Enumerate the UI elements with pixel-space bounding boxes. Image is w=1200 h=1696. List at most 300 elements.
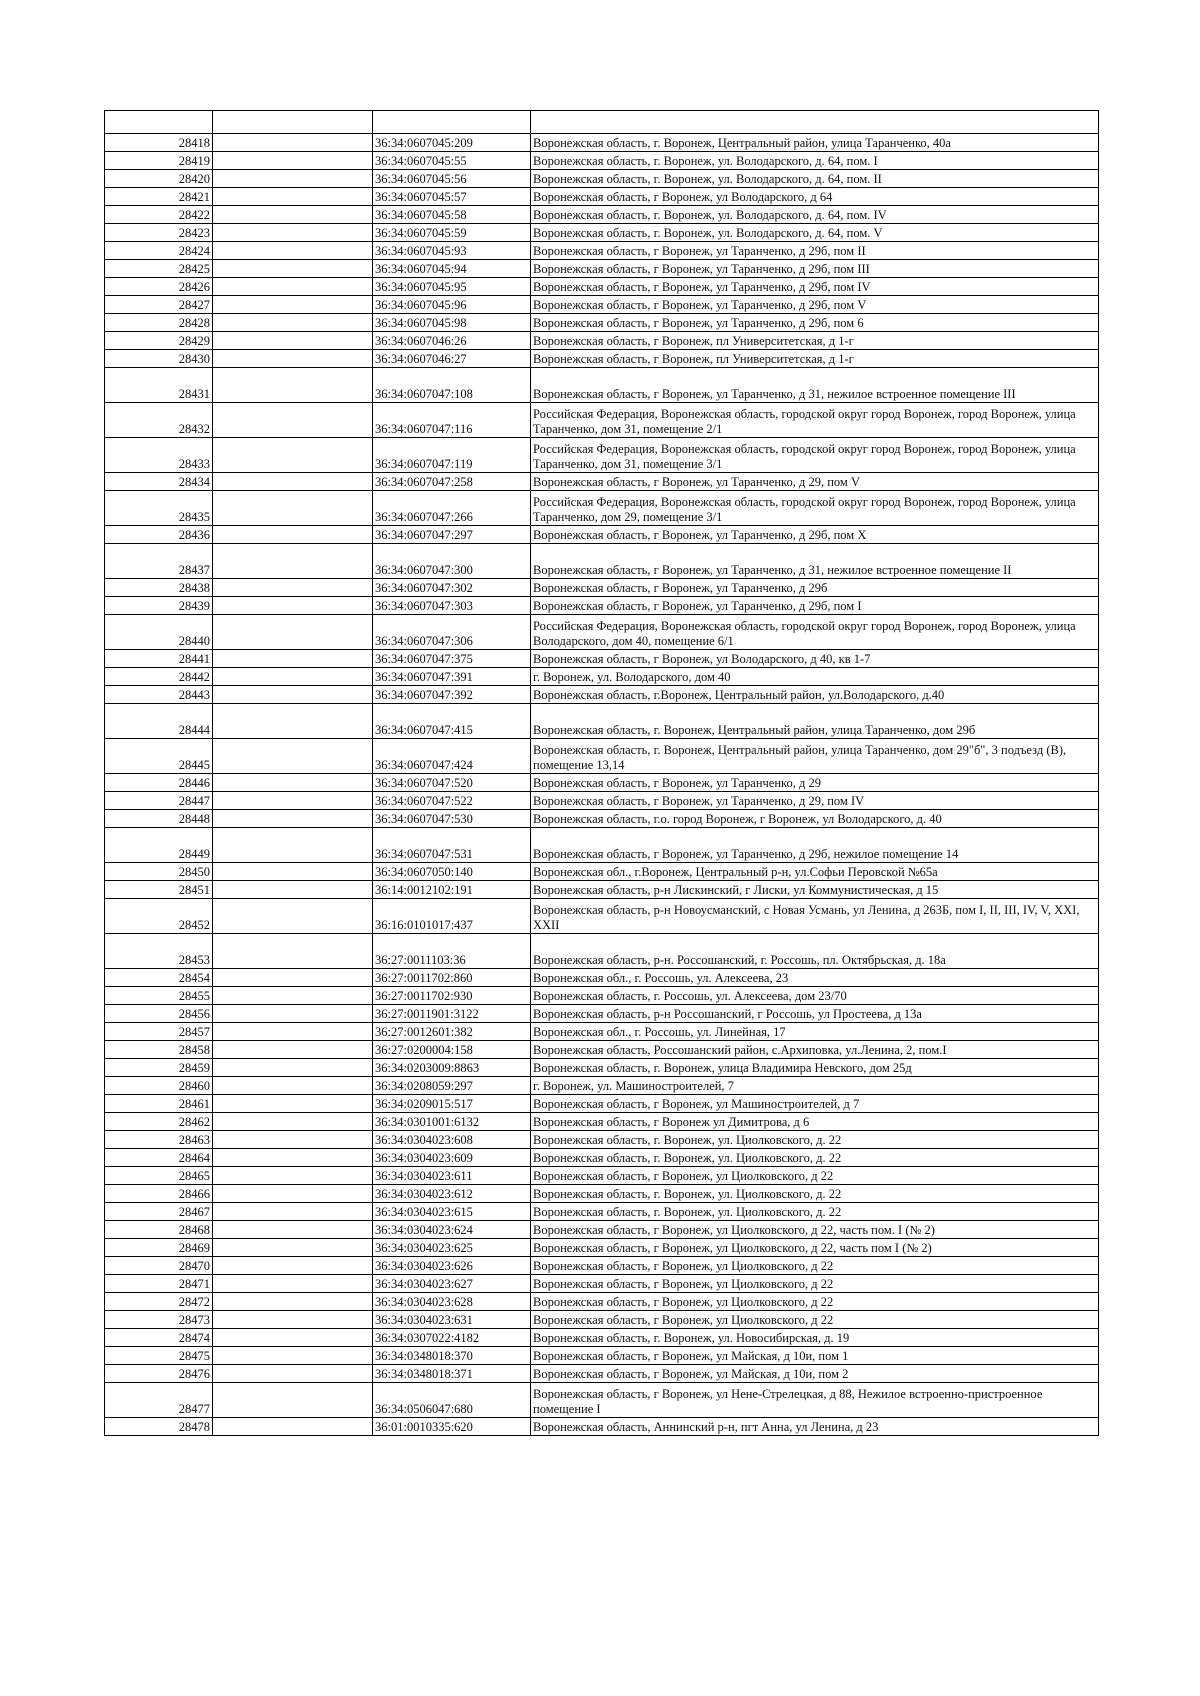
empty-cell bbox=[213, 739, 373, 774]
row-number: 28421 bbox=[105, 188, 213, 206]
empty-cell bbox=[213, 1221, 373, 1239]
cadastral-number: 36:01:0010335:620 bbox=[373, 1418, 531, 1436]
cadastral-number: 36:34:0304023:612 bbox=[373, 1185, 531, 1203]
row-number: 28426 bbox=[105, 278, 213, 296]
address-text: Воронежская область, Россошанский район, с.Архиповка, ул.Ленина, 2, пом.I bbox=[531, 1041, 1099, 1059]
empty-cell bbox=[213, 1257, 373, 1275]
address-text: Воронежская область, г Воронеж, ул Таранченко, д 29б, пом X bbox=[531, 526, 1099, 544]
table-row bbox=[105, 1149, 1099, 1167]
empty-cell bbox=[213, 224, 373, 242]
address-text: Воронежская область, г Воронеж, ул Володарского, д 40, кв 1-7 bbox=[531, 650, 1099, 668]
cadastral-number: 36:34:0304023:609 bbox=[373, 1149, 531, 1167]
empty-cell bbox=[213, 1365, 373, 1383]
address-text: Воронежская область, г. Воронеж, Центральный район, улица Таранченко, дом 29б bbox=[531, 704, 1099, 739]
empty-cell bbox=[213, 987, 373, 1005]
row-number: 28474 bbox=[105, 1329, 213, 1347]
empty-cell bbox=[213, 473, 373, 491]
row-number: 28422 bbox=[105, 206, 213, 224]
cadastral-number: 36:34:0607047:531 bbox=[373, 828, 531, 863]
address-text: Воронежская область, г Воронеж ул Димитрова, д 6 bbox=[531, 1113, 1099, 1131]
cadastral-number: 36:14:0012102:191 bbox=[373, 881, 531, 899]
table-row bbox=[105, 491, 1099, 526]
row-number: 28434 bbox=[105, 473, 213, 491]
header-cell bbox=[105, 111, 213, 134]
empty-cell bbox=[213, 650, 373, 668]
table-row bbox=[105, 296, 1099, 314]
address-text: Российская Федерация, Воронежская область, городской округ город Воронеж, город Воронеж, улица Таранченко, дом 31, помещение 2/1 bbox=[531, 403, 1099, 438]
cadastral-number: 36:34:0607047:119 bbox=[373, 438, 531, 473]
row-number: 28456 bbox=[105, 1005, 213, 1023]
address-text: г. Воронеж, ул. Володарского, дом 40 bbox=[531, 668, 1099, 686]
address-text: Воронежская область, г.Воронеж, Центральный район, ул.Володарского, д.40 bbox=[531, 686, 1099, 704]
address-text: Воронежская область, р-н Лискинский, г Лиски, ул Коммунистическая, д 15 bbox=[531, 881, 1099, 899]
empty-cell bbox=[213, 774, 373, 792]
empty-cell bbox=[213, 1275, 373, 1293]
empty-cell bbox=[213, 368, 373, 403]
header-cell bbox=[373, 111, 531, 134]
cadastral-number: 36:27:0011702:930 bbox=[373, 987, 531, 1005]
table-row bbox=[105, 368, 1099, 403]
registry-table-body bbox=[105, 111, 1099, 1436]
document-sheet bbox=[104, 110, 1098, 1436]
table-row bbox=[105, 579, 1099, 597]
empty-cell bbox=[213, 934, 373, 969]
cadastral-number: 36:34:0607050:140 bbox=[373, 863, 531, 881]
cadastral-number: 36:34:0607045:209 bbox=[373, 134, 531, 152]
table-row bbox=[105, 1311, 1099, 1329]
row-number: 28424 bbox=[105, 242, 213, 260]
table-row bbox=[105, 1059, 1099, 1077]
cadastral-number: 36:34:0301001:6132 bbox=[373, 1113, 531, 1131]
row-number: 28455 bbox=[105, 987, 213, 1005]
row-number: 28431 bbox=[105, 368, 213, 403]
row-number: 28459 bbox=[105, 1059, 213, 1077]
table-row bbox=[105, 934, 1099, 969]
cadastral-number: 36:27:0011901:3122 bbox=[373, 1005, 531, 1023]
row-number: 28469 bbox=[105, 1239, 213, 1257]
table-row bbox=[105, 1257, 1099, 1275]
address-text: Воронежская область, г. Россошь, ул. Алексеева, дом 23/70 bbox=[531, 987, 1099, 1005]
cadastral-number: 36:34:0607047:303 bbox=[373, 597, 531, 615]
table-row bbox=[105, 438, 1099, 473]
table-row bbox=[105, 1221, 1099, 1239]
table-row bbox=[105, 473, 1099, 491]
address-text: Воронежская область, р-н Россошанский, г Россошь, ул Простеева, д 13а bbox=[531, 1005, 1099, 1023]
table-row bbox=[105, 1293, 1099, 1311]
empty-cell bbox=[213, 597, 373, 615]
address-text: Воронежская область, г. Воронеж, ул. Циолковского, д. 22 bbox=[531, 1203, 1099, 1221]
row-number: 28443 bbox=[105, 686, 213, 704]
address-text: Воронежская область, г. Воронеж, ул. Володарского, д. 64, пом. V bbox=[531, 224, 1099, 242]
empty-cell bbox=[213, 704, 373, 739]
row-number: 28452 bbox=[105, 899, 213, 934]
address-text: Воронежская область, г Воронеж, ул Циолковского, д 22 bbox=[531, 1293, 1099, 1311]
row-number: 28423 bbox=[105, 224, 213, 242]
cadastral-number: 36:34:0307022:4182 bbox=[373, 1329, 531, 1347]
empty-cell bbox=[213, 1023, 373, 1041]
registry-table bbox=[104, 110, 1099, 1436]
row-number: 28442 bbox=[105, 668, 213, 686]
table-row bbox=[105, 1023, 1099, 1041]
row-number: 28478 bbox=[105, 1418, 213, 1436]
empty-cell bbox=[213, 1059, 373, 1077]
empty-cell bbox=[213, 668, 373, 686]
row-number: 28433 bbox=[105, 438, 213, 473]
row-number: 28461 bbox=[105, 1095, 213, 1113]
table-row bbox=[105, 278, 1099, 296]
cadastral-number: 36:34:0304023:615 bbox=[373, 1203, 531, 1221]
cadastral-number: 36:34:0607047:522 bbox=[373, 792, 531, 810]
address-text: Воронежская область, г Воронеж, ул Таранченко, д 31, нежилое встроенное помещение III bbox=[531, 368, 1099, 403]
cadastral-number: 36:34:0304023:611 bbox=[373, 1167, 531, 1185]
cadastral-number: 36:27:0011103:36 bbox=[373, 934, 531, 969]
address-text: Воронежская область, г Воронеж, ул Таранченко, д 29, пом IV bbox=[531, 792, 1099, 810]
row-number: 28477 bbox=[105, 1383, 213, 1418]
empty-cell bbox=[213, 1239, 373, 1257]
row-number: 28419 bbox=[105, 152, 213, 170]
cadastral-number: 36:34:0304023:624 bbox=[373, 1221, 531, 1239]
table-row bbox=[105, 987, 1099, 1005]
cadastral-number: 36:34:0607045:96 bbox=[373, 296, 531, 314]
row-number: 28475 bbox=[105, 1347, 213, 1365]
empty-cell bbox=[213, 1347, 373, 1365]
table-row bbox=[105, 1005, 1099, 1023]
cadastral-number: 36:34:0607045:94 bbox=[373, 260, 531, 278]
cadastral-number: 36:34:0607047:258 bbox=[373, 473, 531, 491]
empty-cell bbox=[213, 1095, 373, 1113]
row-number: 28476 bbox=[105, 1365, 213, 1383]
row-number: 28436 bbox=[105, 526, 213, 544]
empty-cell bbox=[213, 686, 373, 704]
table-row bbox=[105, 544, 1099, 579]
empty-cell bbox=[213, 969, 373, 987]
empty-cell bbox=[213, 1167, 373, 1185]
cadastral-number: 36:34:0506047:680 bbox=[373, 1383, 531, 1418]
table-row bbox=[105, 615, 1099, 650]
address-text: Российская Федерация, Воронежская область, городской округ город Воронеж, город Воронеж, улица Таранченко, дом 31, помещение 3/1 bbox=[531, 438, 1099, 473]
cadastral-number: 36:34:0304023:627 bbox=[373, 1275, 531, 1293]
row-number: 28449 bbox=[105, 828, 213, 863]
empty-cell bbox=[213, 260, 373, 278]
table-row bbox=[105, 242, 1099, 260]
table-row bbox=[105, 1329, 1099, 1347]
address-text: Воронежская область, г Воронеж, ул Таранченко, д 29б, пом V bbox=[531, 296, 1099, 314]
table-row bbox=[105, 1113, 1099, 1131]
cadastral-number: 36:34:0203009:8863 bbox=[373, 1059, 531, 1077]
table-row bbox=[105, 597, 1099, 615]
empty-cell bbox=[213, 1311, 373, 1329]
table-row bbox=[105, 188, 1099, 206]
cadastral-number: 36:34:0607047:530 bbox=[373, 810, 531, 828]
empty-cell bbox=[213, 810, 373, 828]
table-row bbox=[105, 206, 1099, 224]
cadastral-number: 36:34:0607047:424 bbox=[373, 739, 531, 774]
cadastral-number: 36:34:0208059:297 bbox=[373, 1077, 531, 1095]
cadastral-number: 36:34:0607047:297 bbox=[373, 526, 531, 544]
table-row bbox=[105, 792, 1099, 810]
address-text: Воронежская область, г Воронеж, ул Циолковского, д 22 bbox=[531, 1275, 1099, 1293]
row-number: 28429 bbox=[105, 332, 213, 350]
address-text: Воронежская область, г. Воронеж, ул. Володарского, д. 64, пом. II bbox=[531, 170, 1099, 188]
row-number: 28432 bbox=[105, 403, 213, 438]
empty-cell bbox=[213, 438, 373, 473]
empty-cell bbox=[213, 332, 373, 350]
row-number: 28435 bbox=[105, 491, 213, 526]
cadastral-number: 36:34:0348018:371 bbox=[373, 1365, 531, 1383]
table-row bbox=[105, 863, 1099, 881]
table-row bbox=[105, 1383, 1099, 1418]
empty-cell bbox=[213, 863, 373, 881]
empty-cell bbox=[213, 152, 373, 170]
empty-cell bbox=[213, 899, 373, 934]
cadastral-number: 36:34:0607046:27 bbox=[373, 350, 531, 368]
table-row bbox=[105, 739, 1099, 774]
address-text: Воронежская область, г. Воронеж, улица Владимира Невского, дом 25д bbox=[531, 1059, 1099, 1077]
empty-cell bbox=[213, 1185, 373, 1203]
table-row bbox=[105, 314, 1099, 332]
table-row bbox=[105, 170, 1099, 188]
empty-cell bbox=[213, 1293, 373, 1311]
table-row bbox=[105, 1077, 1099, 1095]
cadastral-number: 36:34:0607045:55 bbox=[373, 152, 531, 170]
row-number: 28420 bbox=[105, 170, 213, 188]
row-number: 28467 bbox=[105, 1203, 213, 1221]
empty-cell bbox=[213, 615, 373, 650]
empty-cell bbox=[213, 350, 373, 368]
table-row bbox=[105, 1167, 1099, 1185]
table-row bbox=[105, 969, 1099, 987]
cadastral-number: 36:34:0304023:631 bbox=[373, 1311, 531, 1329]
row-number: 28472 bbox=[105, 1293, 213, 1311]
row-number: 28463 bbox=[105, 1131, 213, 1149]
empty-cell bbox=[213, 188, 373, 206]
address-text: г. Воронеж, ул. Машиностроителей, 7 bbox=[531, 1077, 1099, 1095]
cadastral-number: 36:34:0607047:302 bbox=[373, 579, 531, 597]
address-text: Воронежская область, г Воронеж, ул Циолковского, д 22 bbox=[531, 1167, 1099, 1185]
empty-cell bbox=[213, 1005, 373, 1023]
address-text: Воронежская область, г. Воронеж, ул. Новосибирская, д. 19 bbox=[531, 1329, 1099, 1347]
empty-cell bbox=[213, 314, 373, 332]
empty-cell bbox=[213, 1077, 373, 1095]
empty-cell bbox=[213, 526, 373, 544]
row-number: 28447 bbox=[105, 792, 213, 810]
row-number: 28470 bbox=[105, 1257, 213, 1275]
row-number: 28444 bbox=[105, 704, 213, 739]
cadastral-number: 36:27:0200004:158 bbox=[373, 1041, 531, 1059]
address-text: Воронежская область, г Воронеж, ул Циолковского, д 22, часть пом I (№ 2) bbox=[531, 1239, 1099, 1257]
cadastral-number: 36:34:0607047:108 bbox=[373, 368, 531, 403]
row-number: 28454 bbox=[105, 969, 213, 987]
table-row bbox=[105, 704, 1099, 739]
cadastral-number: 36:34:0304023:608 bbox=[373, 1131, 531, 1149]
row-number: 28465 bbox=[105, 1167, 213, 1185]
table-row bbox=[105, 1347, 1099, 1365]
cadastral-number: 36:16:0101017:437 bbox=[373, 899, 531, 934]
table-row bbox=[105, 350, 1099, 368]
cadastral-number: 36:34:0209015:517 bbox=[373, 1095, 531, 1113]
cadastral-number: 36:34:0304023:626 bbox=[373, 1257, 531, 1275]
address-text: Воронежская область, г Воронеж, ул Таранченко, д 29б, нежилое помещение 14 bbox=[531, 828, 1099, 863]
header-cell bbox=[213, 111, 373, 134]
address-text: Воронежская область, г. Воронеж, Центральный район, улица Таранченко, 40а bbox=[531, 134, 1099, 152]
table-row bbox=[105, 224, 1099, 242]
row-number: 28451 bbox=[105, 881, 213, 899]
cadastral-number: 36:34:0607045:93 bbox=[373, 242, 531, 260]
cadastral-number: 36:34:0304023:628 bbox=[373, 1293, 531, 1311]
address-text: Воронежская обл., г. Россошь, ул. Линейная, 17 bbox=[531, 1023, 1099, 1041]
cadastral-number: 36:34:0607047:392 bbox=[373, 686, 531, 704]
address-text: Воронежская область, р-н Новоусманский, с Новая Усмань, ул Ленина, д 263Б, пом I, II, III, IV, V, XXI, XXII bbox=[531, 899, 1099, 934]
row-number: 28453 bbox=[105, 934, 213, 969]
table-header-row bbox=[105, 111, 1099, 134]
address-text: Воронежская область, г Воронеж, ул Циолковского, д 22 bbox=[531, 1257, 1099, 1275]
address-text: Воронежская область, г Воронеж, ул Таранченко, д 29б, пом III bbox=[531, 260, 1099, 278]
table-row bbox=[105, 1185, 1099, 1203]
address-text: Воронежская обл., г. Россошь, ул. Алексеева, 23 bbox=[531, 969, 1099, 987]
table-row bbox=[105, 1095, 1099, 1113]
address-text: Воронежская область, г Воронеж, ул Циолковского, д 22 bbox=[531, 1311, 1099, 1329]
cadastral-number: 36:34:0607045:98 bbox=[373, 314, 531, 332]
row-number: 28437 bbox=[105, 544, 213, 579]
row-number: 28427 bbox=[105, 296, 213, 314]
table-row bbox=[105, 774, 1099, 792]
address-text: Воронежская область, г Воронеж, ул Таранченко, д 29б, пом I bbox=[531, 597, 1099, 615]
table-row bbox=[105, 668, 1099, 686]
empty-cell bbox=[213, 206, 373, 224]
empty-cell bbox=[213, 1383, 373, 1418]
row-number: 28448 bbox=[105, 810, 213, 828]
table-row bbox=[105, 1131, 1099, 1149]
table-row bbox=[105, 1203, 1099, 1221]
address-text: Воронежская область, г Воронеж, пл Университетская, д 1-г bbox=[531, 332, 1099, 350]
empty-cell bbox=[213, 1329, 373, 1347]
table-row bbox=[105, 1275, 1099, 1293]
address-text: Воронежская область, Аннинский р-н, пгт Анна, ул Ленина, д 23 bbox=[531, 1418, 1099, 1436]
row-number: 28466 bbox=[105, 1185, 213, 1203]
row-number: 28438 bbox=[105, 579, 213, 597]
cadastral-number: 36:34:0607045:95 bbox=[373, 278, 531, 296]
cadastral-number: 36:34:0607047:415 bbox=[373, 704, 531, 739]
empty-cell bbox=[213, 403, 373, 438]
table-row bbox=[105, 403, 1099, 438]
address-text: Воронежская область, г Воронеж, пл Университетская, д 1-г bbox=[531, 350, 1099, 368]
cadastral-number: 36:34:0607046:26 bbox=[373, 332, 531, 350]
header-cell bbox=[531, 111, 1099, 134]
table-row bbox=[105, 1041, 1099, 1059]
empty-cell bbox=[213, 1113, 373, 1131]
table-row bbox=[105, 1365, 1099, 1383]
cadastral-number: 36:34:0607047:391 bbox=[373, 668, 531, 686]
address-text: Воронежская область, г. Воронеж, ул. Циолковского, д. 22 bbox=[531, 1149, 1099, 1167]
table-row bbox=[105, 332, 1099, 350]
cadastral-number: 36:34:0607047:266 bbox=[373, 491, 531, 526]
empty-cell bbox=[213, 278, 373, 296]
address-text: Воронежская область, г Воронеж, ул Циолковского, д 22, часть пом. I (№ 2) bbox=[531, 1221, 1099, 1239]
row-number: 28471 bbox=[105, 1275, 213, 1293]
row-number: 28450 bbox=[105, 863, 213, 881]
table-row bbox=[105, 650, 1099, 668]
address-text: Воронежская область, г Воронеж, ул Таранченко, д 29б bbox=[531, 579, 1099, 597]
address-text: Воронежская область, р-н. Россошанский, г. Россошь, пл. Октябрьская, д. 18а bbox=[531, 934, 1099, 969]
address-text: Воронежская область, г. Воронеж, ул. Циолковского, д. 22 bbox=[531, 1185, 1099, 1203]
cadastral-number: 36:27:0012601:382 bbox=[373, 1023, 531, 1041]
cadastral-number: 36:27:0011702:860 bbox=[373, 969, 531, 987]
cadastral-number: 36:34:0607045:58 bbox=[373, 206, 531, 224]
empty-cell bbox=[213, 1149, 373, 1167]
cadastral-number: 36:34:0304023:625 bbox=[373, 1239, 531, 1257]
table-row bbox=[105, 1239, 1099, 1257]
row-number: 28464 bbox=[105, 1149, 213, 1167]
row-number: 28458 bbox=[105, 1041, 213, 1059]
table-row bbox=[105, 899, 1099, 934]
row-number: 28445 bbox=[105, 739, 213, 774]
empty-cell bbox=[213, 828, 373, 863]
cadastral-number: 36:34:0607047:300 bbox=[373, 544, 531, 579]
address-text: Воронежская область, г Воронеж, ул Нене-Стрелецкая, д 88, Нежилое встроенно-пристроенное помещение I bbox=[531, 1383, 1099, 1418]
address-text: Воронежская область, г Воронеж, ул Майская, д 10и, пом 2 bbox=[531, 1365, 1099, 1383]
table-row bbox=[105, 134, 1099, 152]
empty-cell bbox=[213, 792, 373, 810]
address-text: Воронежская область, г Воронеж, ул Таранченко, д 29б, пом IV bbox=[531, 278, 1099, 296]
empty-cell bbox=[213, 544, 373, 579]
address-text: Воронежская область, г. Воронеж, ул. Володарского, д. 64, пом. I bbox=[531, 152, 1099, 170]
table-row bbox=[105, 152, 1099, 170]
cadastral-number: 36:34:0607047:306 bbox=[373, 615, 531, 650]
address-text: Воронежская область, г Воронеж, ул Володарского, д 64 bbox=[531, 188, 1099, 206]
address-text: Российская Федерация, Воронежская область, городской округ город Воронеж, город Воронеж, улица Володарского, дом 40, помещение 6/1 bbox=[531, 615, 1099, 650]
row-number: 28462 bbox=[105, 1113, 213, 1131]
row-number: 28430 bbox=[105, 350, 213, 368]
row-number: 28440 bbox=[105, 615, 213, 650]
empty-cell bbox=[213, 1131, 373, 1149]
empty-cell bbox=[213, 296, 373, 314]
table-row bbox=[105, 260, 1099, 278]
row-number: 28428 bbox=[105, 314, 213, 332]
table-row bbox=[105, 686, 1099, 704]
table-row bbox=[105, 828, 1099, 863]
address-text: Воронежская область, г Воронеж, ул Таранченко, д 29б, пом 6 bbox=[531, 314, 1099, 332]
row-number: 28457 bbox=[105, 1023, 213, 1041]
table-row bbox=[105, 810, 1099, 828]
row-number: 28425 bbox=[105, 260, 213, 278]
address-text: Воронежская область, г Воронеж, ул Машиностроителей, д 7 bbox=[531, 1095, 1099, 1113]
table-row bbox=[105, 1418, 1099, 1436]
table-row bbox=[105, 881, 1099, 899]
empty-cell bbox=[213, 491, 373, 526]
cadastral-number: 36:34:0607045:59 bbox=[373, 224, 531, 242]
address-text: Воронежская область, г.о. город Воронеж, г Воронеж, ул Володарского, д. 40 bbox=[531, 810, 1099, 828]
address-text: Российская Федерация, Воронежская область, городской округ город Воронеж, город Воронеж, улица Таранченко, дом 29, помещение 3/1 bbox=[531, 491, 1099, 526]
table-row bbox=[105, 526, 1099, 544]
empty-cell bbox=[213, 881, 373, 899]
cadastral-number: 36:34:0607047:520 bbox=[373, 774, 531, 792]
empty-cell bbox=[213, 1041, 373, 1059]
address-text: Воронежская область, г Воронеж, ул Таранченко, д 29б, пом II bbox=[531, 242, 1099, 260]
empty-cell bbox=[213, 1418, 373, 1436]
row-number: 28418 bbox=[105, 134, 213, 152]
row-number: 28441 bbox=[105, 650, 213, 668]
empty-cell bbox=[213, 170, 373, 188]
empty-cell bbox=[213, 1203, 373, 1221]
cadastral-number: 36:34:0348018:370 bbox=[373, 1347, 531, 1365]
empty-cell bbox=[213, 242, 373, 260]
row-number: 28446 bbox=[105, 774, 213, 792]
row-number: 28468 bbox=[105, 1221, 213, 1239]
row-number: 28439 bbox=[105, 597, 213, 615]
empty-cell bbox=[213, 579, 373, 597]
empty-cell bbox=[213, 134, 373, 152]
address-text: Воронежская область, г Воронеж, ул Таранченко, д 29, пом V bbox=[531, 473, 1099, 491]
